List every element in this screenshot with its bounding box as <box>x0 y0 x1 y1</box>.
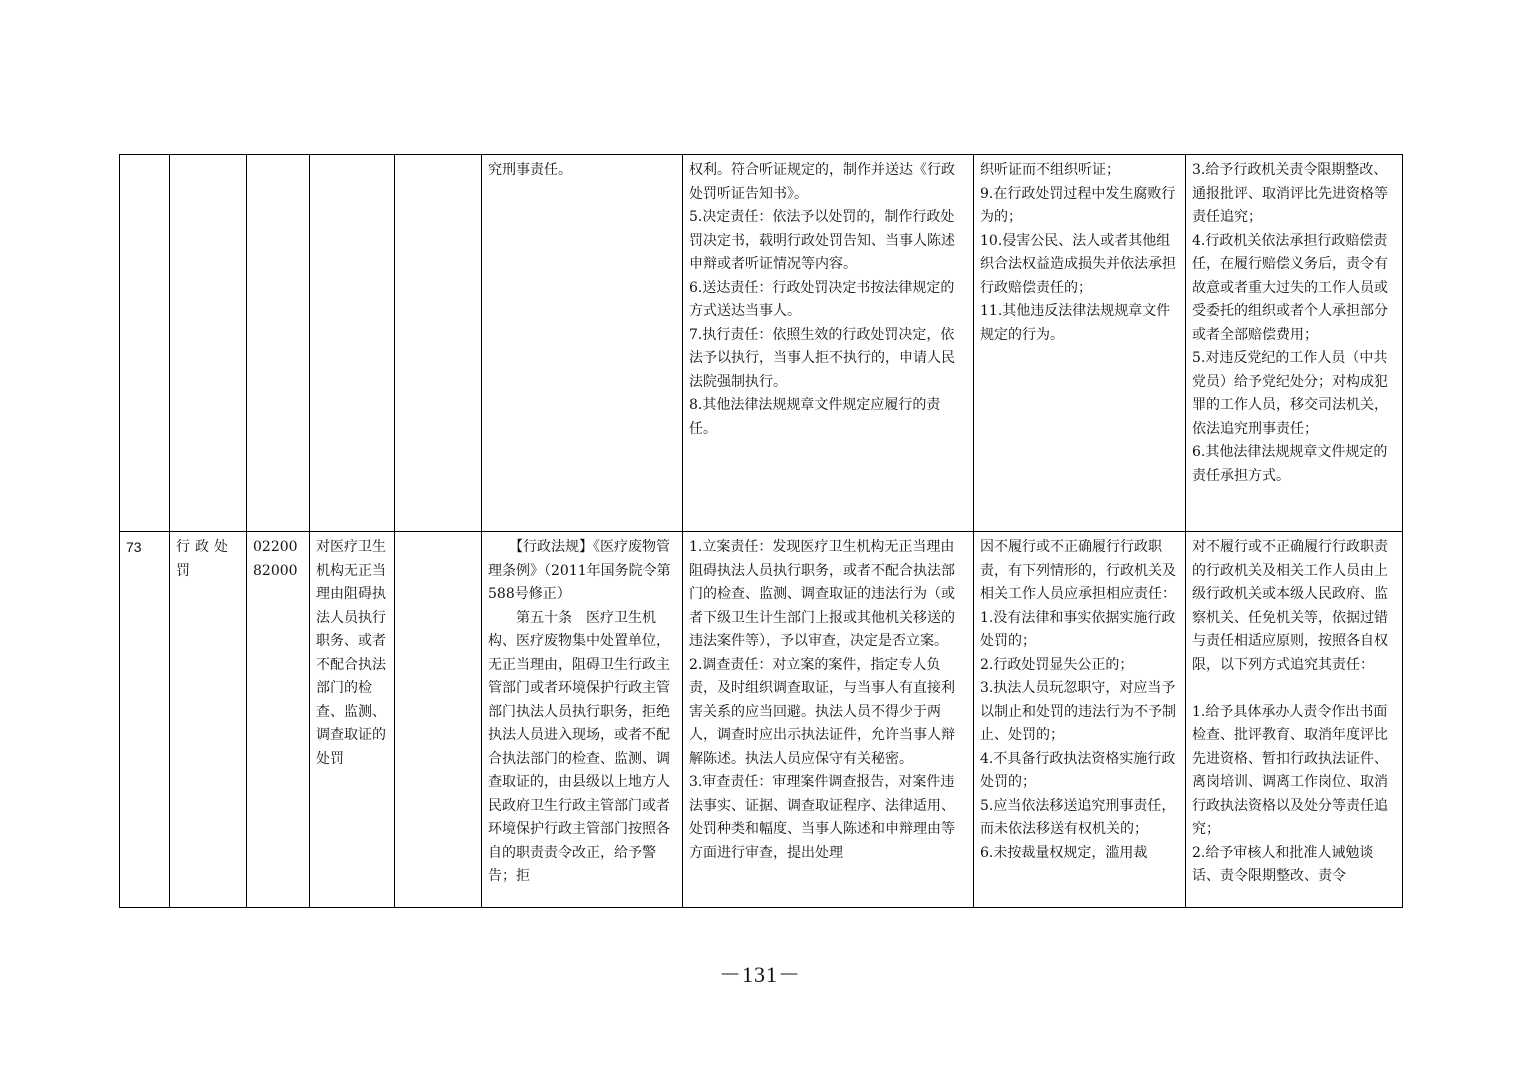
cell-process: 1.立案责任：发现医疗卫生机构无正当理由阻碍执法人员执行职务，或者不配合执法部门的检查、监测、调查取证的违法行为（或者下级卫生计生部门上报或其他机关移送的违法案件等），予以审查，决定是否立案。 2.调查责任：对立案的案件，指定专人负责，及时组织调查取证，与当事人有直接利害关系的应当回避。执法人员不得少于两人，调查时应出示执法证件，允许当事人辩解陈述。执法人员应保守有关秘密。 3.审查责任：审理案件调查报告，对案件违法事实、证据、调查取证程序、法律适用、处罚种类和幅度、当事人陈述和申辩理由等方面进行审查，提出处理 <box>683 532 974 908</box>
cell-code: 02200 82000 <box>247 532 310 908</box>
cell-method: 3.给予行政机关责令限期整改、通报批评、取消评比先进资格等责任追究； 4.行政机关依法承担行政赔偿责任，在履行赔偿义务后，责令有故意或者重大过失的工作人员或受委托的组织或者个人承担部分或者全部赔偿费用； 5.对违反党纪的工作人员（中共党员）给予党纪处分；对构成犯罪的工作人员，移交司法机关，依法追究刑事责任； 6.其他法律法规规章文件规定的责任承担方式。 <box>1186 155 1403 532</box>
cell-basis: 【行政法规】《医疗废物管理条例》（2011年国务院令第588号修正） 第五十条 医疗卫生机构、医疗废物集中处置单位，无正当理由，阻碍卫生行政主管部门或者环境保护行政主管部门执法人员执行职务，拒绝执法人员进入现场，或者不配合执法部门的检查、监测、调查取证的，由县级以上地方人民政府卫生行政主管部门或者环境保护行政主管部门按照各自的职责责令改正，给予警告；拒 <box>482 532 683 908</box>
document-table-region <box>119 154 1402 907</box>
cell-item-name <box>310 155 395 532</box>
cell-item-name: 对医疗卫生机构无正当理由阻碍执法人员执行职务、或者不配合执法部门的检查、监测、调查取证的处罚 <box>310 532 395 908</box>
cell-basis: 究刑事责任。 <box>482 155 683 532</box>
cell-category <box>170 155 247 532</box>
cell-method: 对不履行或不正确履行行政职责的行政机关及相关工作人员由上级行政机关或本级人民政府、监察机关、任免机关等，依据过错与责任相适应原则，按照各自权限，以下列方式追究其责任： 1.给予具体承办人责令作出书面检查、批评教育、取消年度评比先进资格、暂扣行政执法证件、离岗培训、调离工作岗位、取消行政执法资格以及处分等责任追究； 2.给予审核人和批准人诫勉谈话、责令限期整改、责令 <box>1186 532 1403 908</box>
cell-code <box>247 155 310 532</box>
cell-process: 权利。符合听证规定的，制作并送达《行政处罚听证告知书》。 5.决定责任：依法予以处罚的，制作行政处罚决定书，载明行政处罚告知、当事人陈述申辩或者听证情况等内容。 6.送达责任：行政处罚决定书按法律规定的方式送达当事人。 7.执行责任：依照生效的行政处罚决定，依法予以执行，当事人拒不执行的，申请人民法院强制执行。 8.其他法律法规规章文件规定应履行的责任。 <box>683 155 974 532</box>
page-number: －131－ <box>718 962 801 987</box>
cell-category: 行政处罚 <box>170 532 247 908</box>
cell-accountability: 织听证而不组织听证； 9.在行政处罚过程中发生腐败行为的； 10.侵害公民、法人或者其他组织合法权益造成损失并依法承担行政赔偿责任的； 11.其他违反法律法规规章文件规定的行为。 <box>974 155 1186 532</box>
responsibility-table <box>119 154 1403 908</box>
cell-sub-item <box>395 532 482 908</box>
cell-number: 73 <box>120 532 170 908</box>
table-row-continued <box>120 155 1403 532</box>
cell-accountability: 因不履行或不正确履行行政职责，有下列情形的，行政机关及相关工作人员应承担相应责任： 1.没有法律和事实依据实施行政处罚的； 2.行政处罚显失公正的； 3.执法人员玩忽职守，对应当予以制止和处罚的违法行为不予制止、处罚的； 4.不具备行政执法资格实施行政处罚的； 5.应当依法移送追究刑事责任，而未依法移送有权机关的； 6.未按裁量权规定，滥用裁 <box>974 532 1186 908</box>
table-row-73 <box>120 532 1403 908</box>
cell-sub-item <box>395 155 482 532</box>
cell-number <box>120 155 170 532</box>
